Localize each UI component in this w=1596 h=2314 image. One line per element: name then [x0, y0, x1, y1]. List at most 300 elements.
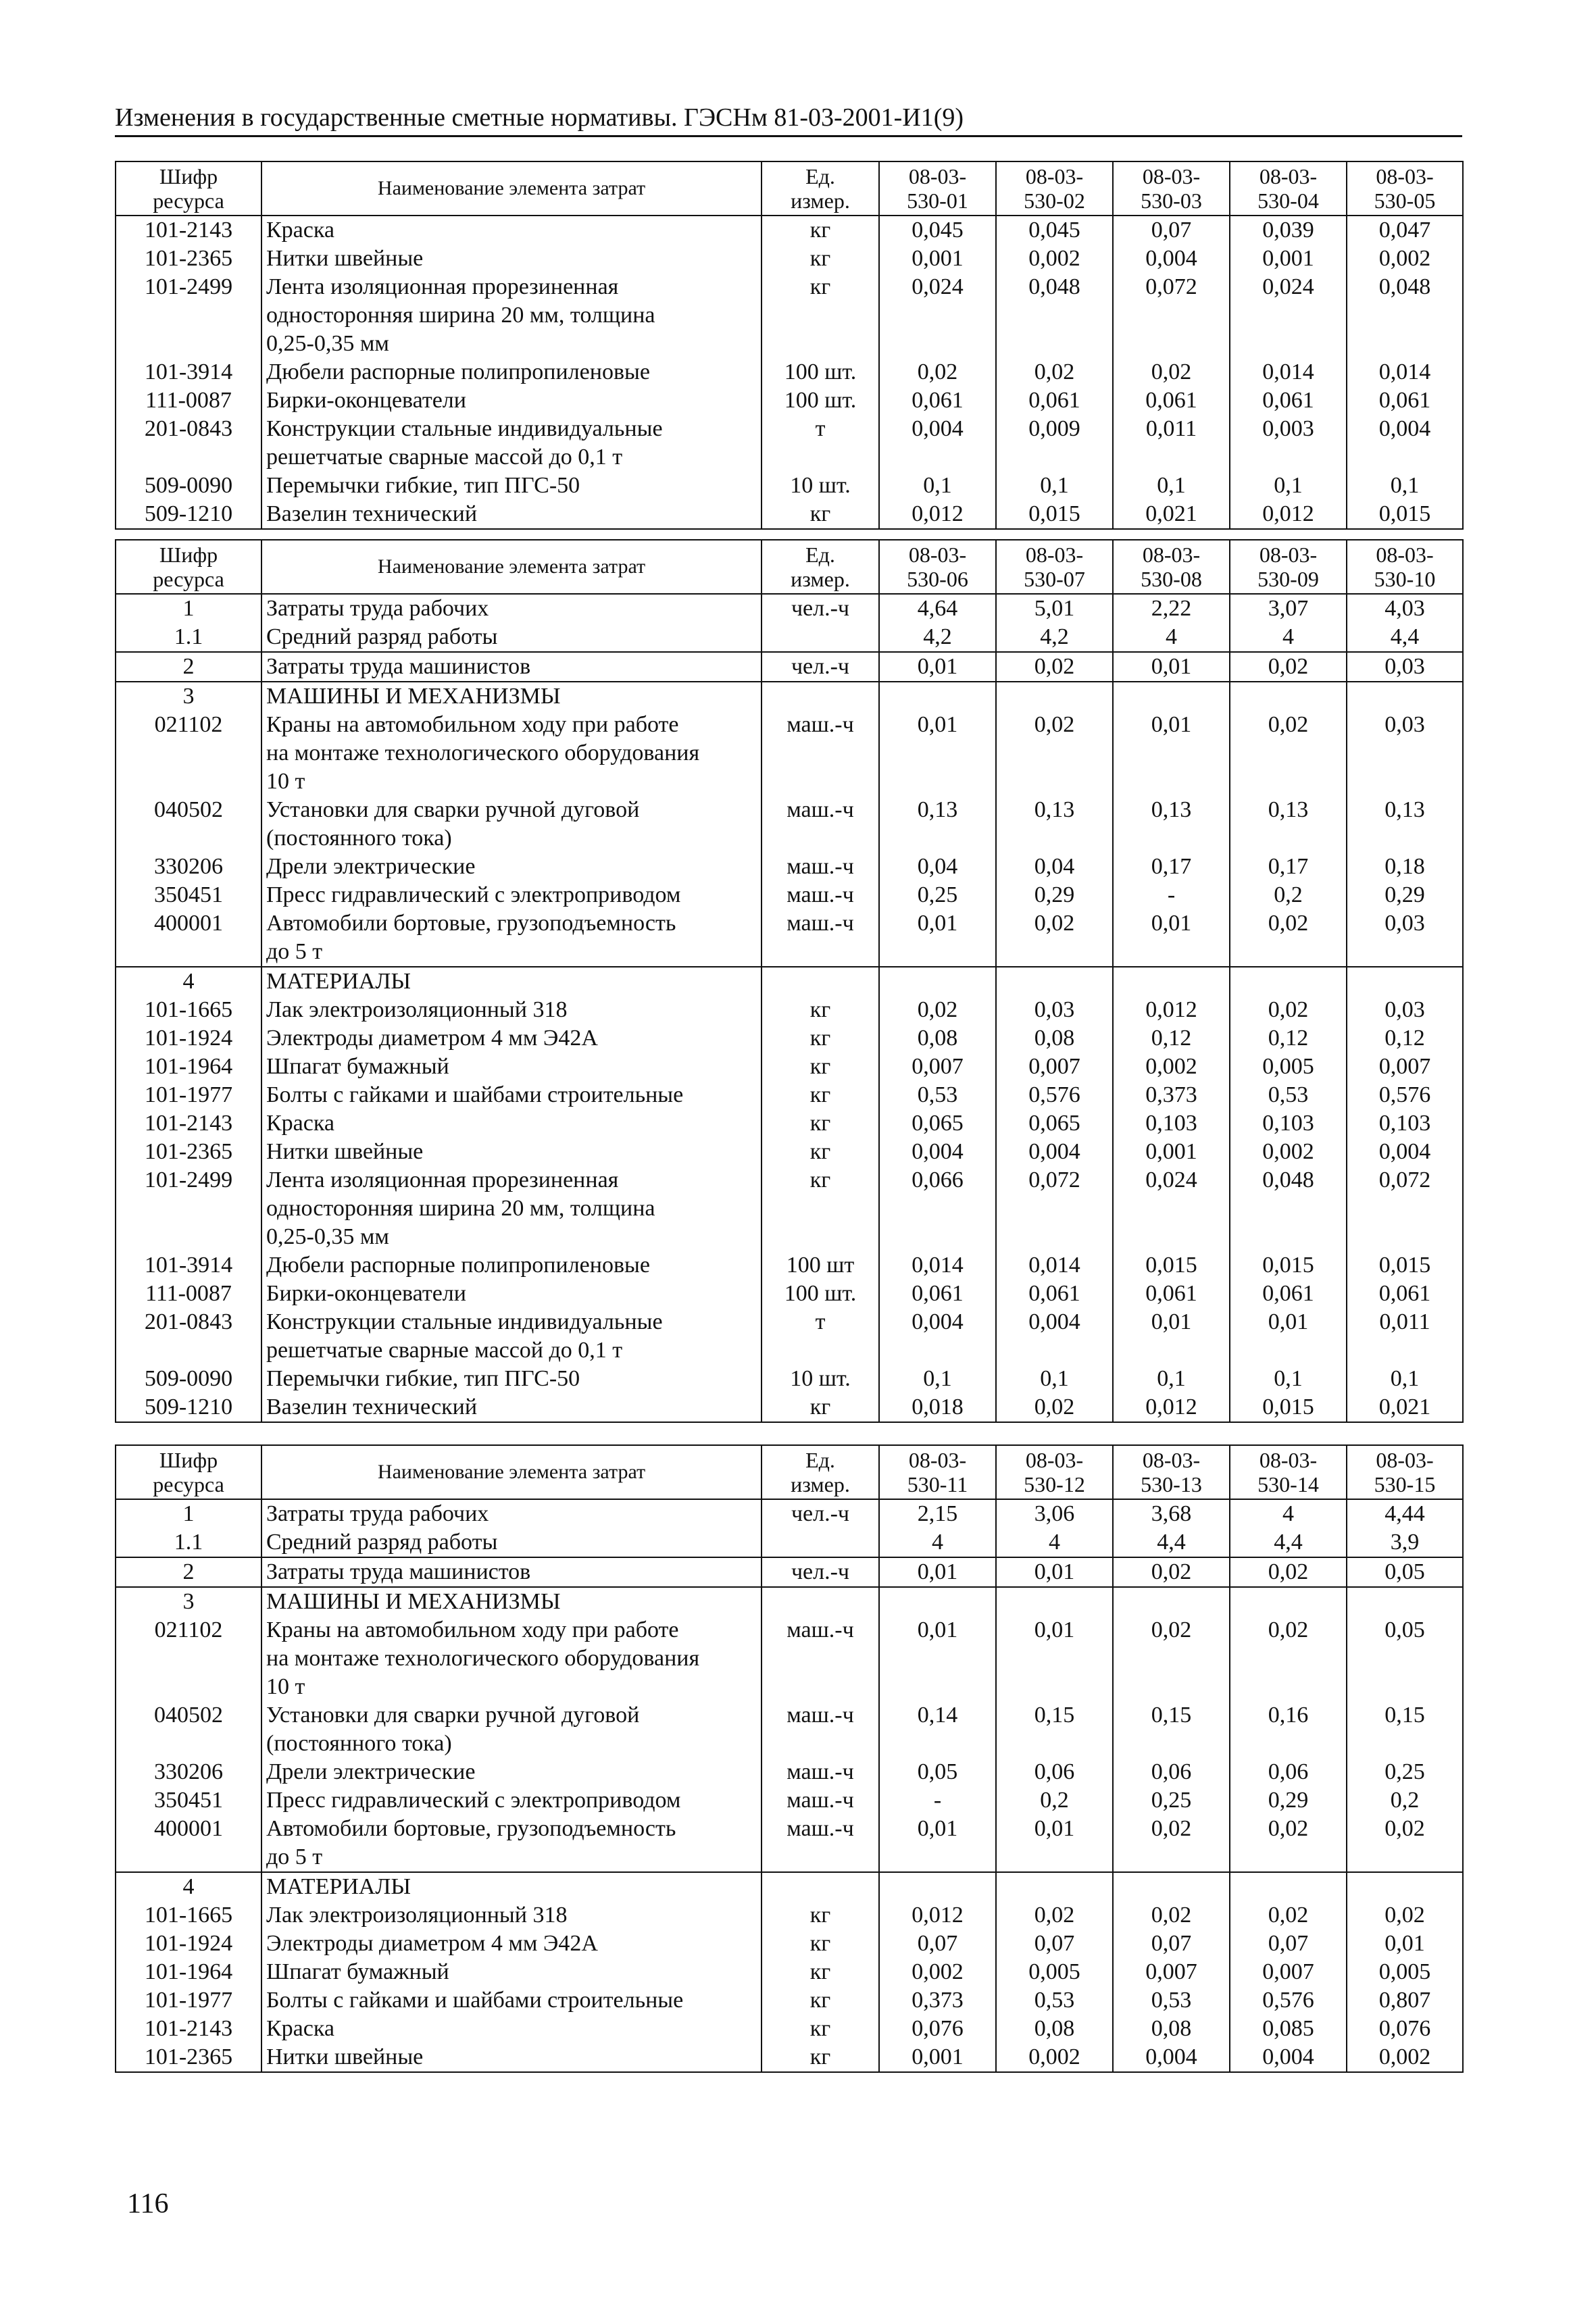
- cell-name-line: (постоянного тока): [266, 826, 452, 851]
- cell-name-line: решетчатые сварные массой до 0,1 т: [266, 445, 623, 470]
- cell-value: 0,076: [1347, 2015, 1463, 2043]
- cell-value: 0,08: [996, 1024, 1113, 1053]
- cell-code: 040502: [116, 1701, 261, 1758]
- cell-value: 0,15: [1347, 1701, 1463, 1758]
- cell-value: 0,02: [1230, 1557, 1347, 1587]
- cell-value: 0,103: [1347, 1109, 1463, 1138]
- cell-unit: 100 шт.: [762, 1280, 879, 1308]
- cell-value: 2,15: [879, 1499, 996, 1528]
- cell-value: 0,02: [1230, 652, 1347, 682]
- cell-value: [996, 682, 1113, 711]
- cell-name-line: Лента изоляционная прорезиненная: [266, 1167, 619, 1192]
- cell-value: 0,002: [1347, 2043, 1463, 2072]
- norm-table-1: [115, 161, 1464, 530]
- cell-name: [261, 1557, 762, 1587]
- header-code-line: ресурса: [153, 1472, 224, 1496]
- table-row: [116, 1815, 1463, 1872]
- table-row: [116, 1499, 1463, 1528]
- table-row: [116, 1616, 1463, 1701]
- cell-name: [261, 1138, 762, 1166]
- cell-value: 0,2: [996, 1786, 1113, 1815]
- cell-code: 101-2365: [116, 245, 261, 273]
- cell-unit: маш.-ч: [762, 711, 879, 796]
- cell-value: 0,045: [879, 216, 996, 245]
- cell-unit: кг: [762, 500, 879, 529]
- cell-value: 0,02: [1347, 1901, 1463, 1930]
- norm-code-line: 08-03-: [1376, 543, 1434, 567]
- cell-value: 0,004: [1113, 2043, 1230, 2072]
- cell-value: 0,02: [1347, 1815, 1463, 1872]
- cell-value: 0,015: [1113, 1251, 1230, 1280]
- cell-value: 0,06: [996, 1758, 1113, 1786]
- cell-name: [261, 216, 762, 245]
- cell-value: 0,085: [1230, 2015, 1347, 2043]
- cell-value: 0,012: [879, 1901, 996, 1930]
- cell-value: 0,076: [879, 2015, 996, 2043]
- cell-value: 0,065: [996, 1109, 1113, 1138]
- cell-name-line: Болты с гайками и шайбами строительные: [266, 1082, 684, 1107]
- cell-value: 0,576: [996, 1081, 1113, 1109]
- cell-name: [261, 472, 762, 500]
- cell-unit: кг: [762, 1393, 879, 1422]
- cell-name-line: Средний разряд работы: [266, 624, 498, 649]
- cell-name-line: Дрели электрические: [266, 1759, 476, 1784]
- cell-value: 0,16: [1230, 1701, 1347, 1758]
- cell-name: [261, 1280, 762, 1308]
- cell-unit: [762, 1528, 879, 1557]
- cell-value: 0,015: [1230, 1251, 1347, 1280]
- cell-name-line: односторонняя ширина 20 мм, толщина: [266, 1196, 655, 1221]
- cell-value: 0,13: [1347, 796, 1463, 853]
- cell-value: [1113, 1872, 1230, 1901]
- cell-unit: кг: [762, 1109, 879, 1138]
- cell-value: 0,004: [879, 1308, 996, 1365]
- cell-code: 101-1977: [116, 1986, 261, 2015]
- cell-name-line: Лак электроизоляционный 318: [266, 1903, 568, 1928]
- cell-name: [261, 1109, 762, 1138]
- cell-value: [1347, 1587, 1463, 1616]
- cell-value: 0,015: [1230, 1393, 1347, 1422]
- cell-value: 0,103: [1230, 1109, 1347, 1138]
- header-unit-line: Ед.: [805, 543, 835, 567]
- cell-value: 0,01: [1113, 711, 1230, 796]
- cell-code: 330206: [116, 1758, 261, 1786]
- table-row: [116, 1109, 1463, 1138]
- cell-code: 101-2499: [116, 273, 261, 358]
- cell-code: 1: [116, 594, 261, 623]
- cell-value: 0,048: [996, 273, 1113, 358]
- table-row: [116, 881, 1463, 909]
- cell-unit: кг: [762, 2015, 879, 2043]
- header-norm: [1230, 540, 1347, 594]
- cell-value: 0,02: [996, 652, 1113, 682]
- cell-value: 0,01: [1113, 909, 1230, 967]
- cell-value: 0,1: [996, 1365, 1113, 1393]
- cell-value: [1347, 967, 1463, 996]
- cell-value: 0,02: [1113, 1815, 1230, 1872]
- cell-value: 0,045: [996, 216, 1113, 245]
- table-row: [116, 1308, 1463, 1365]
- table-row: [116, 1166, 1463, 1251]
- cell-value: 0,04: [996, 853, 1113, 881]
- cell-name: [261, 996, 762, 1024]
- cell-code: 350451: [116, 881, 261, 909]
- cell-unit: маш.-ч: [762, 909, 879, 967]
- header-unit-line: Ед.: [805, 164, 835, 188]
- table-row: [116, 1081, 1463, 1109]
- norm-code-line: 530-12: [1024, 1472, 1085, 1496]
- table-row: [116, 594, 1463, 623]
- cell-unit: кг: [762, 1081, 879, 1109]
- cell-value: 0,004: [1113, 245, 1230, 273]
- cell-value: 0,29: [1230, 1786, 1347, 1815]
- table-row: [116, 1986, 1463, 2015]
- cell-name: [261, 1365, 762, 1393]
- cell-value: 4,4: [1230, 1528, 1347, 1557]
- norm-code-line: 530-11: [907, 1472, 968, 1496]
- cell-unit: кг: [762, 2043, 879, 2072]
- cell-name-line: Перемычки гибкие, тип ПГС-50: [266, 1366, 580, 1391]
- cell-value: 0,024: [879, 273, 996, 358]
- cell-value: 0,001: [1113, 1138, 1230, 1166]
- table-row: [116, 853, 1463, 881]
- table-row: [116, 472, 1463, 500]
- cell-name-line: Конструкции стальные индивидуальные: [266, 416, 663, 441]
- cell-value: 0,13: [1113, 796, 1230, 853]
- cell-name-line: Автомобили бортовые, грузоподъемность: [266, 911, 676, 936]
- cell-value: 0,061: [1113, 1280, 1230, 1308]
- cell-value: 0,25: [879, 881, 996, 909]
- cell-value: 0,1: [1113, 472, 1230, 500]
- cell-name-line: односторонняя ширина 20 мм, толщина: [266, 303, 655, 328]
- cell-value: 0,02: [1230, 1616, 1347, 1701]
- table-row: [116, 386, 1463, 415]
- cell-value: 4,64: [879, 594, 996, 623]
- cell-value: 0,25: [1113, 1786, 1230, 1815]
- cell-code: 2: [116, 652, 261, 682]
- table-row: [116, 1958, 1463, 1986]
- cell-value: [996, 1872, 1113, 1901]
- cell-name: [261, 1166, 762, 1251]
- cell-value: 0,005: [1347, 1958, 1463, 1986]
- cell-name-line: Затраты труда рабочих: [266, 1501, 489, 1526]
- cell-name-line: Нитки швейные: [266, 246, 424, 271]
- cell-name-line: Краны на автомобильном ходу при работе: [266, 1617, 679, 1642]
- cell-name-line: Вазелин технический: [266, 501, 478, 526]
- norm-code-line: 08-03-: [1376, 164, 1434, 188]
- norm-code-line: 08-03-: [1142, 543, 1201, 567]
- cell-name-line: Лак электроизоляционный 318: [266, 997, 568, 1022]
- cell-unit: маш.-ч: [762, 881, 879, 909]
- cell-unit: т: [762, 1308, 879, 1365]
- cell-value: [1230, 1587, 1347, 1616]
- cell-code: 330206: [116, 853, 261, 881]
- header-norm: [879, 540, 996, 594]
- cell-value: 0,009: [996, 415, 1113, 472]
- cell-value: 0,002: [1230, 1138, 1347, 1166]
- cell-name-line: Средний разряд работы: [266, 1530, 498, 1555]
- cell-value: 0,01: [879, 711, 996, 796]
- norm-code-line: 08-03-: [1025, 543, 1084, 567]
- cell-value: 0,002: [1113, 1053, 1230, 1081]
- header-norm: [1113, 161, 1230, 216]
- cell-name: [261, 1528, 762, 1557]
- cell-value: [879, 1872, 996, 1901]
- cell-name: [261, 796, 762, 853]
- norm-code-line: 530-05: [1374, 188, 1436, 213]
- header-code-line: Шифр: [159, 1448, 218, 1472]
- cell-unit: [762, 1587, 879, 1616]
- norm-code-line: 530-10: [1374, 567, 1436, 591]
- cell-value: 4: [1230, 623, 1347, 652]
- cell-value: 0,014: [996, 1251, 1113, 1280]
- cell-value: 0,53: [1230, 1081, 1347, 1109]
- header-code-line: ресурса: [153, 188, 224, 213]
- cell-value: 0,576: [1230, 1986, 1347, 2015]
- cell-value: 0,072: [1113, 273, 1230, 358]
- cell-code: 040502: [116, 796, 261, 853]
- cell-code: 101-1665: [116, 996, 261, 1024]
- cell-value: 0,08: [1113, 2015, 1230, 2043]
- cell-value: 0,13: [1230, 796, 1347, 853]
- cell-value: 0,1: [1230, 1365, 1347, 1393]
- cell-code: 509-0090: [116, 1365, 261, 1393]
- table-row: [116, 1901, 1463, 1930]
- cell-value: 0,02: [1113, 358, 1230, 386]
- cell-name-line: Пресс гидравлический с электроприводом: [266, 882, 681, 907]
- header-norm: [1113, 540, 1230, 594]
- norm-code-line: 530-07: [1024, 567, 1085, 591]
- cell-value: 0,18: [1347, 853, 1463, 881]
- cell-value: 0,007: [879, 1053, 996, 1081]
- cell-value: [1230, 1872, 1347, 1901]
- cell-value: [996, 1587, 1113, 1616]
- cell-name: [261, 1251, 762, 1280]
- cell-name-line: Электроды диаметром 4 мм Э42А: [266, 1026, 598, 1051]
- cell-name: [261, 853, 762, 881]
- cell-value: [1347, 1872, 1463, 1901]
- cell-code: 101-1924: [116, 1930, 261, 1958]
- cell-value: 0,1: [996, 472, 1113, 500]
- cell-value: 0,02: [1230, 711, 1347, 796]
- cell-value: 3,9: [1347, 1528, 1463, 1557]
- cell-name: [261, 711, 762, 796]
- cell-code: 400001: [116, 909, 261, 967]
- cell-value: [1113, 967, 1230, 996]
- table-row: [116, 682, 1463, 711]
- cell-value: 0,12: [1347, 1024, 1463, 1053]
- cell-value: 0,15: [996, 1701, 1113, 1758]
- cell-code: 2: [116, 1557, 261, 1587]
- cell-name: [261, 1901, 762, 1930]
- cell-value: 0,03: [996, 996, 1113, 1024]
- cell-name-line: Пресс гидравлический с электроприводом: [266, 1788, 681, 1813]
- cell-name: [261, 1053, 762, 1081]
- table-row: [116, 711, 1463, 796]
- cell-value: 0,01: [1347, 1930, 1463, 1958]
- cell-value: 0,005: [996, 1958, 1113, 1986]
- cell-code: 101-2499: [116, 1166, 261, 1251]
- table-header-row: [116, 540, 1463, 594]
- table-row: [116, 1024, 1463, 1053]
- cell-value: 0,373: [879, 1986, 996, 2015]
- cell-value: 4: [879, 1528, 996, 1557]
- cell-value: 0,01: [1113, 652, 1230, 682]
- cell-name: [261, 1872, 762, 1901]
- header-norm: [996, 540, 1113, 594]
- cell-code: 1.1: [116, 1528, 261, 1557]
- cell-value: 3,06: [996, 1499, 1113, 1528]
- cell-value: 0,02: [1230, 909, 1347, 967]
- header-code: [116, 540, 261, 594]
- cell-name: [261, 652, 762, 682]
- header-norm: [996, 1445, 1113, 1499]
- cell-value: 0,02: [1230, 1901, 1347, 1930]
- cell-code: 350451: [116, 1786, 261, 1815]
- cell-value: 0,05: [879, 1758, 996, 1786]
- table-row: [116, 1786, 1463, 1815]
- cell-value: 0,039: [1230, 216, 1347, 245]
- cell-value: 0,061: [879, 386, 996, 415]
- cell-value: 0,01: [996, 1616, 1113, 1701]
- cell-value: 0,08: [879, 1024, 996, 1053]
- cell-name: [261, 1587, 762, 1616]
- norm-code-line: 530-04: [1257, 188, 1319, 213]
- cell-unit: маш.-ч: [762, 1815, 879, 1872]
- cell-value: 0,004: [996, 1138, 1113, 1166]
- cell-value: 0,02: [996, 711, 1113, 796]
- cell-value: 0,024: [1113, 1166, 1230, 1251]
- cell-name: [261, 1081, 762, 1109]
- header-norm: [1347, 1445, 1463, 1499]
- table-row: [116, 996, 1463, 1024]
- cell-value: 2,22: [1113, 594, 1230, 623]
- table-row: [116, 967, 1463, 996]
- cell-name: [261, 1758, 762, 1786]
- cell-value: 0,2: [1230, 881, 1347, 909]
- norm-code-line: 08-03-: [1259, 543, 1318, 567]
- cell-name-line: Краска: [266, 2016, 334, 2041]
- cell-name-line: Установки для сварки ручной дуговой: [266, 797, 640, 822]
- cell-value: 0,021: [1113, 500, 1230, 529]
- header-code: [116, 161, 261, 216]
- table-row: [116, 1138, 1463, 1166]
- cell-name-line: МАТЕРИАЛЫ: [266, 1874, 412, 1899]
- cell-unit: кг: [762, 1024, 879, 1053]
- table-row: [116, 245, 1463, 273]
- cell-value: 0,011: [1347, 1308, 1463, 1365]
- cell-code: 101-3914: [116, 358, 261, 386]
- cell-value: 0,061: [1230, 1280, 1347, 1308]
- cell-code: 101-2143: [116, 2015, 261, 2043]
- cell-value: 0,1: [879, 1365, 996, 1393]
- cell-name: [261, 1393, 762, 1422]
- cell-value: 0,03: [1347, 909, 1463, 967]
- cell-unit: кг: [762, 245, 879, 273]
- cell-code: 201-0843: [116, 1308, 261, 1365]
- cell-name-line: Краска: [266, 218, 334, 243]
- cell-code: 101-1964: [116, 1053, 261, 1081]
- cell-name-line: Болты с гайками и шайбами строительные: [266, 1988, 684, 2013]
- cell-value: 0,1: [1113, 1365, 1230, 1393]
- cell-value: [1230, 682, 1347, 711]
- cell-unit: чел.-ч: [762, 652, 879, 682]
- cell-value: 0,02: [996, 909, 1113, 967]
- header-norm: [1113, 1445, 1230, 1499]
- norm-code-line: 08-03-: [908, 164, 967, 188]
- table-row: [116, 1701, 1463, 1758]
- cell-value: 0,012: [879, 500, 996, 529]
- cell-value: 0,373: [1113, 1081, 1230, 1109]
- norm-table-3: [115, 1444, 1464, 2073]
- table-row: [116, 796, 1463, 853]
- cell-code: 4: [116, 967, 261, 996]
- table-header-row: [116, 1445, 1463, 1499]
- cell-unit: чел.-ч: [762, 1499, 879, 1528]
- norm-code-line: 530-08: [1141, 567, 1202, 591]
- cell-value: 0,07: [1113, 1930, 1230, 1958]
- cell-value: 0,02: [1230, 996, 1347, 1024]
- cell-name-line: Перемычки гибкие, тип ПГС-50: [266, 473, 580, 498]
- header-norm: [1347, 161, 1463, 216]
- cell-value: 0,103: [1113, 1109, 1230, 1138]
- header-norm: [1230, 161, 1347, 216]
- cell-name-line: Бирки-оконцеватели: [266, 1281, 466, 1306]
- cell-name-line: 0,25-0,35 мм: [266, 1224, 389, 1249]
- cell-value: 0,1: [1347, 472, 1463, 500]
- table-row: [116, 623, 1463, 652]
- cell-value: 0,007: [1347, 1053, 1463, 1081]
- cell-unit: маш.-ч: [762, 1758, 879, 1786]
- cell-code: 101-2365: [116, 1138, 261, 1166]
- cell-code: 201-0843: [116, 415, 261, 472]
- cell-value: 0,014: [1230, 358, 1347, 386]
- cell-value: 0,02: [1230, 1815, 1347, 1872]
- norm-code-line: 530-14: [1257, 1472, 1319, 1496]
- cell-unit: кг: [762, 1138, 879, 1166]
- cell-code: 1.1: [116, 623, 261, 652]
- cell-unit: маш.-ч: [762, 796, 879, 853]
- cell-value: 0,13: [996, 796, 1113, 853]
- cell-value: 0,061: [879, 1280, 996, 1308]
- cell-name-line: Автомобили бортовые, грузоподъемность: [266, 1816, 676, 1841]
- cell-value: 0,08: [996, 2015, 1113, 2043]
- cell-value: 0,07: [996, 1930, 1113, 1958]
- cell-value: 0,048: [1230, 1166, 1347, 1251]
- cell-name-line: на монтаже технологического оборудования: [266, 740, 700, 765]
- cell-value: 0,17: [1230, 853, 1347, 881]
- cell-value: 0,002: [996, 245, 1113, 273]
- cell-value: 4,4: [1113, 1528, 1230, 1557]
- cell-value: 0,021: [1347, 1393, 1463, 1422]
- table-row: [116, 2043, 1463, 2072]
- cell-value: [1347, 682, 1463, 711]
- header-unit-line: измер.: [791, 567, 850, 591]
- cell-code: 021102: [116, 711, 261, 796]
- cell-value: 0,53: [996, 1986, 1113, 2015]
- cell-value: 0,05: [1347, 1557, 1463, 1587]
- cell-unit: кг: [762, 996, 879, 1024]
- norm-code-line: 08-03-: [1142, 164, 1201, 188]
- cell-name: [261, 2043, 762, 2072]
- cell-unit: кг: [762, 216, 879, 245]
- header-norm: [996, 161, 1113, 216]
- cell-value: 0,53: [879, 1081, 996, 1109]
- header-norm: [879, 1445, 996, 1499]
- header-unit: [762, 1445, 879, 1499]
- cell-code: 3: [116, 1587, 261, 1616]
- table-row: [116, 1053, 1463, 1081]
